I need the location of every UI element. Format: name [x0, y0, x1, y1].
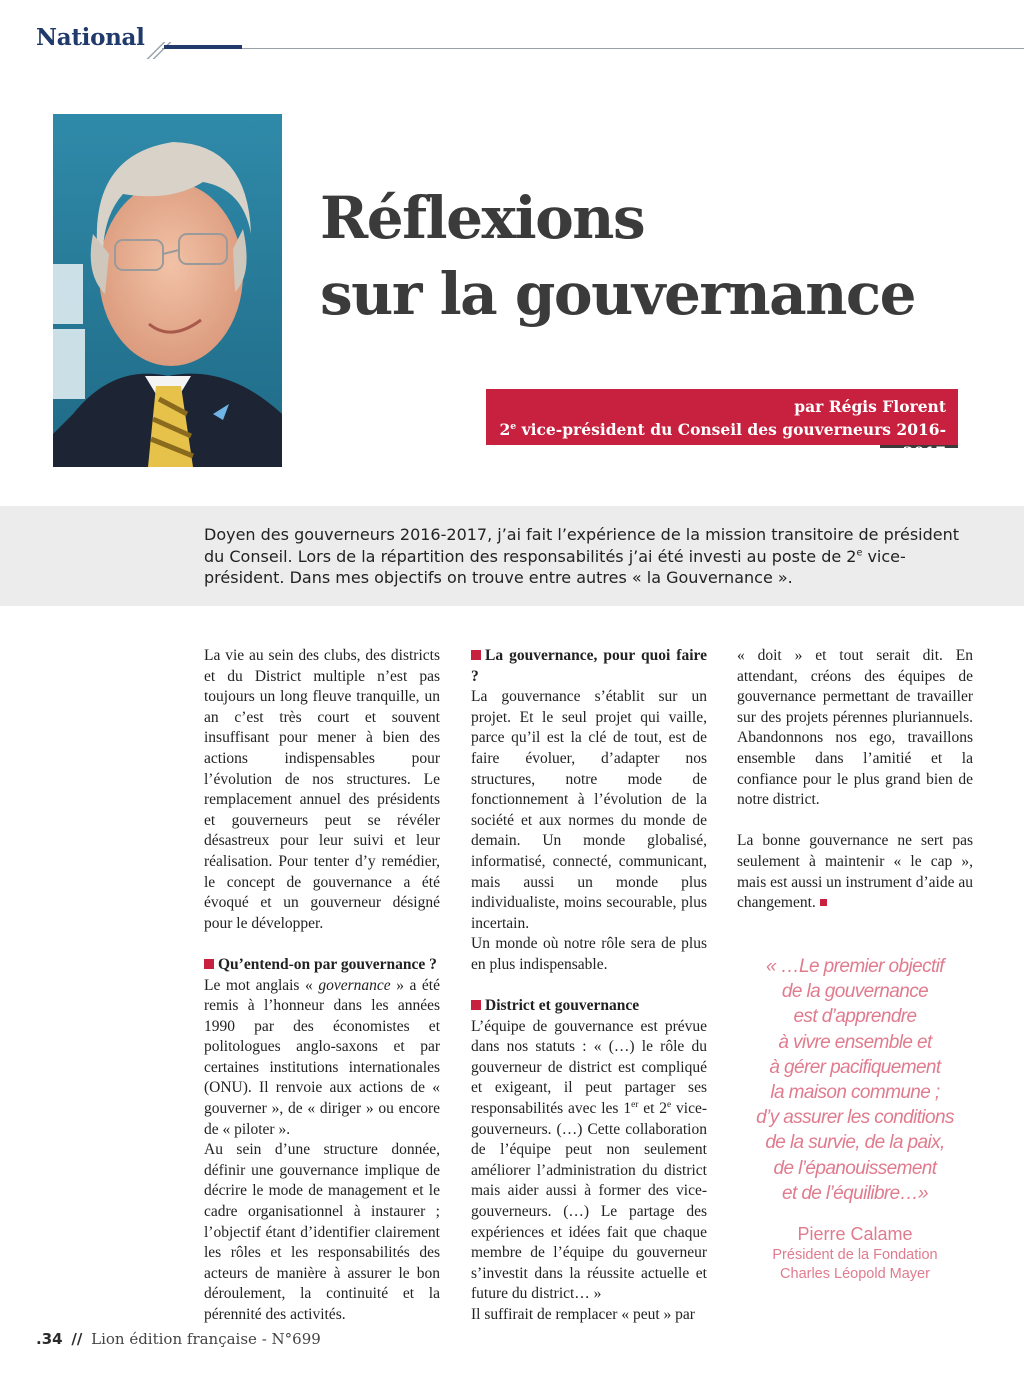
- section-heading: District et gouvernance: [471, 996, 707, 1017]
- body-paragraph: Un monde où notre rôle sera de plus en plus indispensable.: [471, 935, 707, 973]
- quote-line: est d’apprendre: [793, 1006, 917, 1028]
- quote-line: de la gouvernance: [781, 981, 929, 1003]
- end-mark-icon: [820, 899, 827, 906]
- author-portrait-photo: [53, 114, 282, 467]
- publication-name: Lion édition française - N°699: [91, 1330, 321, 1348]
- quote-line: à vivre ensemble et: [778, 1031, 932, 1053]
- lead-paragraph: Doyen des gouverneurs 2016-2017, j’ai fait l’expérience de la mission transitoire de président du Conseil. Lors de la répartition des responsabilités j’ai été investi au poste de 2e vice-président. Dans mes objectifs on trouve entre autres « la Gouvernance ».: [204, 525, 960, 587]
- article-column-1: [204, 646, 440, 1326]
- footer-separator: //: [71, 1330, 83, 1348]
- bullet-square-icon: [471, 650, 481, 660]
- article-title: [320, 180, 915, 332]
- body-paragraph: Le mot anglais « governance » a été remis à l’honneur dans les années 1990 par des économistes et politologues anglo-saxons et par certaines institutions internationales (ONU). Il renvoie aux actions de « gouverner », de « diriger » ou encore de « piloter ».: [204, 976, 440, 1138]
- author-portrait-icon: [53, 114, 282, 467]
- quote-line: la maison commune ;: [770, 1082, 940, 1104]
- header-rule-accent: [164, 45, 242, 49]
- title-line-2: sur la gouvernance: [320, 260, 916, 328]
- page-footer: [36, 1330, 321, 1348]
- bullet-square-icon: [204, 959, 214, 969]
- article-column-2: [471, 646, 707, 1326]
- pull-quote: [742, 954, 968, 1206]
- quote-line: à gérer pacifiquement: [769, 1056, 941, 1078]
- body-paragraph: La gouvernance s’établit sur un projet. Et le seul projet qui vaille, parce qu’il est la clé de tout, est de faire évoluer, d’adapter nos structures, notre mode de fonctionnement à l’évolution de la société et aux normes du monde de demain. Un monde globalisé, informatisé, connecté, communicant, mais aussi un monde plus individualiste, moins secourable, plus incertain.: [471, 688, 707, 932]
- section-label: National: [36, 24, 145, 51]
- quote-line: de l’épanouissement: [773, 1157, 937, 1179]
- byline-author: par Régis Florent: [794, 397, 946, 416]
- title-line-1: Réflexions: [320, 184, 645, 252]
- quote-line: « …Le premier objectif: [766, 956, 944, 977]
- quote-line: d’y assurer les conditions: [756, 1107, 954, 1129]
- quote-author: Pierre Calame: [797, 1224, 913, 1244]
- byline-role: 2e vice-président du Conseil des gouverneurs 2016-2017: [499, 420, 946, 462]
- section-heading: Qu’entend-on par gouvernance ?: [204, 955, 440, 976]
- article-column-3: [737, 646, 973, 914]
- header-rule: [162, 48, 1024, 49]
- intro-paragraph: La vie au sein des clubs, des districts et du District multiple n’est pas toujours un long fleuve tranquille, un an c’est très court et souvent insuffisant pour mener à bien des actions indispensables pour l’évolution de nos structures. Le remplacement annuel des présidents et gouverneurs peut se révéler désastreux pour leur suivi et leur réalisation. Pour tenter d’y remédier, le concept de gouvernance a été évoqué et un gouverneur désigné pour le développer.: [204, 647, 440, 932]
- body-paragraph: « doit » et tout serait dit. En attendant, créons des équipes de gouvernance permettant de travailler sur des projets pérennes pluriannuels. Abandonnons nos ego, travaillons ensemble dans l’amitié et la confiance pour le plus grand bien de notre district.: [737, 647, 973, 809]
- page-number: .34: [36, 1330, 63, 1348]
- body-paragraph: Il suffirait de remplacer « peut » par: [471, 1306, 695, 1323]
- quote-author-role: Président de la Fondation Charles Léopold Mayer: [772, 1247, 938, 1282]
- quote-line: de la survie, de la paix,: [765, 1132, 945, 1154]
- byline-box: [486, 389, 958, 462]
- quote-line: et de l’équilibre…»: [782, 1182, 928, 1204]
- body-paragraph: L’équipe de gouvernance est prévue dans nos statuts : « (…) le rôle du gouverneur de district est compliqué et exigeant, il peut partager ses responsabilités avec les 1er et 2e vice-gouverneurs. (…) Cette collaboration de l’équipe peut non seulement améliorer l’administration du district mais aider aussi à former des vice-gouverneurs. (…) Le partage des expériences et idées fait que chaque membre de l’équipe du gouverneur s’investit dans la réussite actuelle et future du district… »: [471, 1017, 708, 1303]
- section-heading: La gouvernance, pour quoi faire ?: [471, 647, 707, 685]
- body-paragraph: La bonne gouvernance ne sert pas seulement à maintenir « le cap », mais est aussi un instrument d’aide au changement.: [737, 832, 973, 912]
- body-paragraph: Au sein d’une structure donnée, définir une gouvernance implique de décrire le mode de management et le cadre organisationnel à instaurer ; l’objectif étant d’identifier clairement les rôles et les responsabilités des acteurs de manière à assurer le bon déroulement, la continuité et la pérennité des activités.: [204, 1141, 440, 1323]
- bullet-square-icon: [471, 1000, 481, 1010]
